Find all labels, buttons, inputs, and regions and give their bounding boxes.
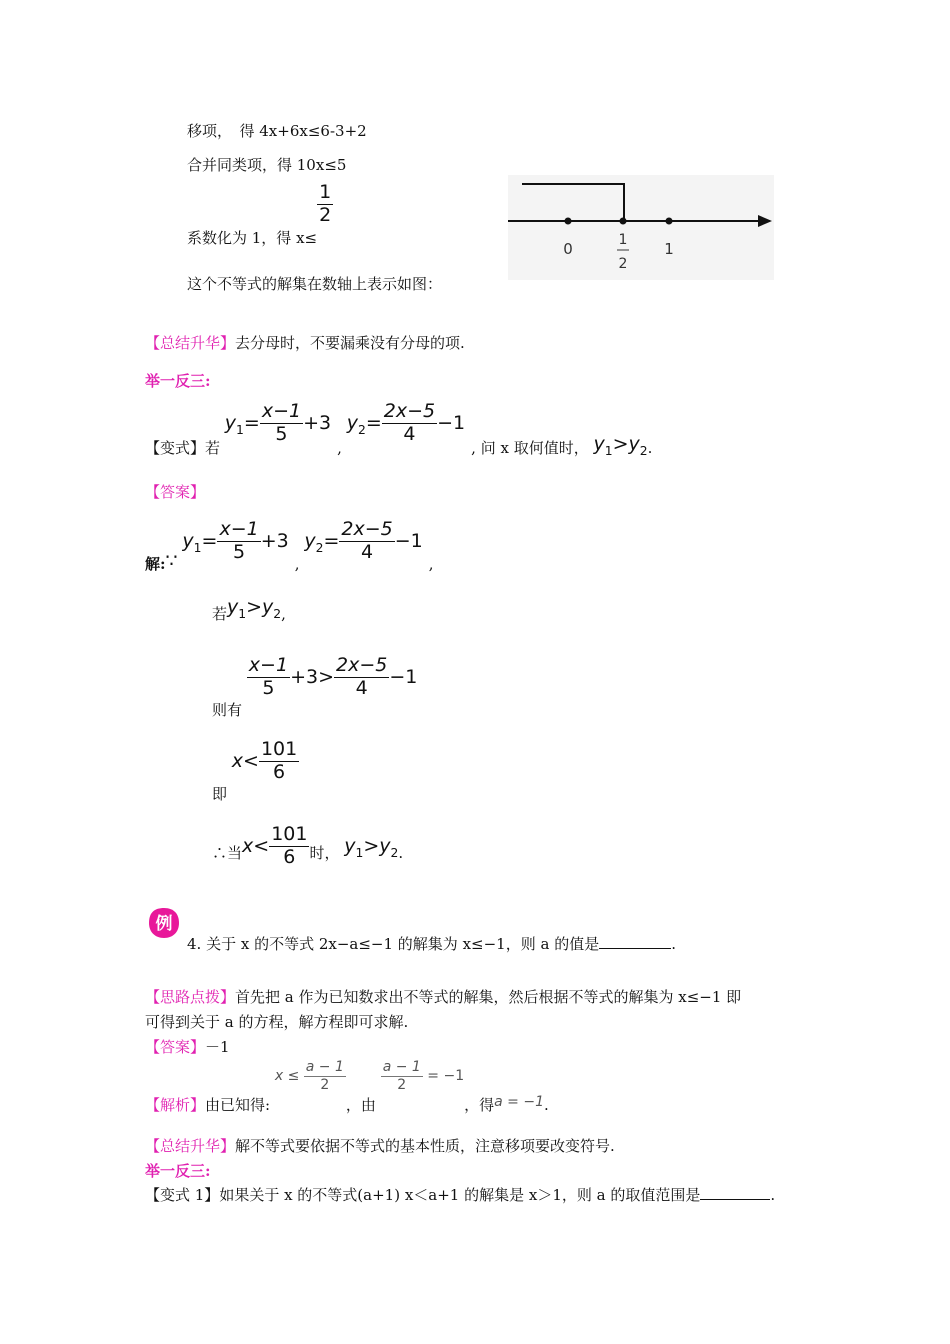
sub-1: 1 (193, 540, 202, 555)
comma: , (428, 554, 434, 573)
eq-sign: = (323, 529, 340, 552)
gt-sign: > (612, 432, 629, 455)
period: . (647, 438, 653, 457)
frac-num: x−1 (248, 654, 289, 676)
y1-gt-y2 (593, 432, 648, 458)
variant-1-text: 如果关于 x 的不等式(a+1) x＜a+1 的解集是 x＞1，则 a 的取值范围是 (219, 1186, 701, 1204)
analysis-end: . (543, 1096, 549, 1115)
figure-background (508, 175, 774, 280)
frac-num: 101 (260, 738, 298, 760)
example-badge-label: 例 (155, 914, 173, 934)
solution-line-1 (145, 510, 434, 573)
frac-num: 2x−5 (341, 518, 393, 540)
plus-three: +3 (260, 529, 289, 552)
hint-line-1 (145, 986, 741, 1007)
analysis-inequality (274, 1059, 346, 1093)
frac-den: 5 (262, 676, 275, 699)
frac-2x-minus-5-over-4 (382, 402, 437, 445)
label-zero: 0 (563, 240, 573, 258)
example-4-text: 4. 关于 x 的不等式 2x−a≤−1 的解集为 x≤−1，则 a 的值是 (187, 935, 600, 953)
coef-den: 2 (319, 203, 332, 226)
minus-one: −1 (389, 665, 418, 688)
point-one (666, 218, 673, 225)
therefore-when: ∴当 (212, 843, 243, 862)
y1-definition (182, 518, 294, 563)
example-badge-icon (147, 906, 181, 940)
y-symbol: y (227, 596, 239, 618)
ji-text: 即 (212, 784, 228, 803)
step-move: 移项， 得 4x+6x≤6-3+2 (187, 122, 367, 140)
frac-den: 4 (403, 422, 416, 445)
frac-2x-minus-5-over-4 (334, 656, 389, 699)
comma: , (281, 605, 286, 623)
hint-text-1: 首先把 a 作为已知数求出不等式的解集，然后根据不等式的解集为 x≤−1 即 (235, 988, 742, 1006)
eq-sign: = (243, 411, 260, 434)
x-lt-fraction (231, 738, 299, 783)
frac-den: 4 (361, 540, 374, 563)
frac-2x-minus-5-over-4 (339, 520, 394, 563)
answer-2 (145, 1036, 230, 1057)
y1-gt-y2-condition (227, 596, 282, 621)
summary-1 (145, 332, 465, 353)
sub-1: 1 (604, 443, 613, 458)
variant-tag: 【变式】若 (145, 438, 221, 457)
frac-num: 2x−5 (383, 400, 436, 422)
y-symbol: y (182, 529, 194, 552)
practice-heading-2: 举一反三: (145, 1162, 211, 1180)
lt-sign: < (253, 834, 270, 857)
frac-den: 2 (320, 1076, 330, 1093)
eq-sign: = (201, 529, 218, 552)
y1-gt-y2-conclusion (344, 834, 399, 860)
frac-101-over-6 (259, 740, 299, 783)
hint-tag: 【思路点拨】 (145, 988, 236, 1006)
coef-num: 1 (319, 181, 332, 203)
frac-den: 2 (397, 1076, 407, 1093)
summary-2-tag: 【总结升华】 (145, 1137, 236, 1155)
because-symbol: ∵ (165, 549, 178, 572)
y-symbol: y (379, 834, 391, 857)
lt-sign: < (243, 749, 259, 772)
solution-line-5 (212, 825, 403, 875)
sub-2: 2 (315, 540, 324, 555)
analysis-equation (381, 1059, 465, 1093)
eq-sign: = (365, 411, 382, 434)
variant-1 (145, 1184, 775, 1205)
y2-sub: 2 (357, 422, 366, 437)
plus-three: +3 (303, 411, 332, 434)
frac-den: 6 (273, 760, 286, 783)
example-4-end: . (671, 935, 676, 953)
answer-2-tag: 【答案】 (145, 1038, 206, 1056)
solution-line-3 (212, 654, 418, 719)
y-symbol: y (262, 596, 274, 618)
solution-line-2 (212, 596, 286, 621)
frac-num: a − 1 (305, 1059, 344, 1075)
y-symbol: y (344, 834, 356, 857)
ruo-text: 若 (212, 605, 228, 623)
comma: , (337, 438, 342, 457)
frac-101-over-6 (269, 825, 309, 868)
y-symbol: y (628, 432, 640, 455)
eq-minus-one: = −1 (427, 1068, 465, 1085)
y-symbol: y (304, 529, 316, 552)
variant-1-end: . (770, 1186, 776, 1204)
number-line-figure (508, 175, 774, 280)
answer-2-value: －1 (205, 1038, 230, 1056)
frac-den: 6 (283, 845, 296, 868)
frac-a-minus-1-over-2 (304, 1060, 346, 1092)
analysis (145, 1059, 549, 1115)
x-symbol: x (231, 749, 244, 772)
numberline-description: 这个不等式的解集在数轴上表示如图： (187, 275, 443, 293)
variant-y2-expr (346, 400, 471, 445)
comma: , (294, 554, 300, 573)
answer-tag-1: 【答案】 (145, 483, 206, 501)
analysis-result: a = −1 (494, 1094, 544, 1111)
analysis-you: ，由 (345, 1096, 376, 1115)
y2-definition (304, 518, 428, 563)
frac-a-minus-1-over-2 (381, 1060, 423, 1092)
variant-problem (145, 392, 653, 458)
point-half (620, 218, 627, 225)
y1-symbol: y (224, 411, 237, 434)
practice-heading-1: 举一反三: (145, 372, 211, 390)
shi-text: 时， (309, 843, 340, 862)
step-combine: 合并同类项，得 10x≤5 (187, 156, 347, 174)
sub-2: 2 (273, 606, 282, 621)
y2-symbol: y (346, 411, 358, 434)
solution-label: 解: (145, 554, 166, 573)
frac-x-minus-1-over-5 (260, 402, 303, 445)
inequality-expr (247, 654, 418, 699)
analysis-text: 由已知得: (205, 1096, 271, 1115)
gt-sign: > (246, 596, 263, 618)
solution-line-4 (212, 738, 299, 803)
example-4 (187, 933, 676, 954)
hint-line-2: 可得到关于 a 的方程，解方程即可求解. (145, 1013, 409, 1031)
x-le: x ≤ (274, 1068, 300, 1085)
label-half-den: 2 (618, 256, 628, 272)
label-one: 1 (664, 240, 674, 258)
coef-prefix: 系数化为 1，得 x≤ (187, 229, 318, 248)
zeyou-text: 则有 (212, 700, 243, 719)
summary-1-text: 去分母时，不要漏乘没有分母的项. (235, 334, 465, 352)
frac-den: 5 (275, 422, 288, 445)
sub-1: 1 (238, 606, 247, 621)
y1-sub: 1 (236, 422, 244, 437)
frac-num: x−1 (219, 518, 259, 540)
label-half-num: 1 (618, 232, 628, 248)
frac-x-minus-1-over-5 (247, 656, 290, 699)
summary-1-tag: 【总结升华】 (145, 334, 236, 352)
analysis-tag: 【解析】 (145, 1096, 206, 1115)
gt-sign: > (363, 834, 380, 857)
minus-one: −1 (437, 411, 466, 434)
step-coefficient (187, 181, 333, 248)
frac-num: 2x−5 (336, 654, 388, 676)
plus-three: +3 (290, 665, 319, 688)
variant-y1-expr (224, 400, 337, 445)
sub-2: 2 (390, 845, 399, 860)
x-symbol: x (242, 834, 254, 857)
frac-num: x−1 (261, 400, 302, 422)
summary-2 (145, 1135, 615, 1156)
answer-blank-2[interactable] (700, 1185, 770, 1200)
y-symbol: y (593, 432, 605, 455)
minus-one: −1 (394, 529, 423, 552)
sub-1: 1 (355, 845, 364, 860)
frac-num: a − 1 (382, 1059, 421, 1075)
x-lt-fraction (242, 823, 309, 868)
period: . (398, 843, 404, 862)
frac-den: 5 (233, 540, 246, 563)
frac-num: 101 (271, 823, 308, 845)
summary-2-text: 解不等式要依据不等式的基本性质，注意移项要改变符号. (235, 1137, 615, 1155)
sub-2: 2 (639, 443, 648, 458)
frac-x-minus-1-over-5 (217, 520, 260, 563)
variant-1-tag: 【变式 1】 (145, 1186, 220, 1204)
analysis-de: ，得 (464, 1096, 495, 1115)
answer-blank[interactable] (599, 934, 671, 949)
fraction-one-half (317, 183, 333, 226)
frac-den: 4 (355, 676, 368, 699)
point-zero (565, 218, 572, 225)
variant-question: , 问 x 取何值时， (471, 438, 589, 457)
gt-sign: > (318, 665, 334, 688)
